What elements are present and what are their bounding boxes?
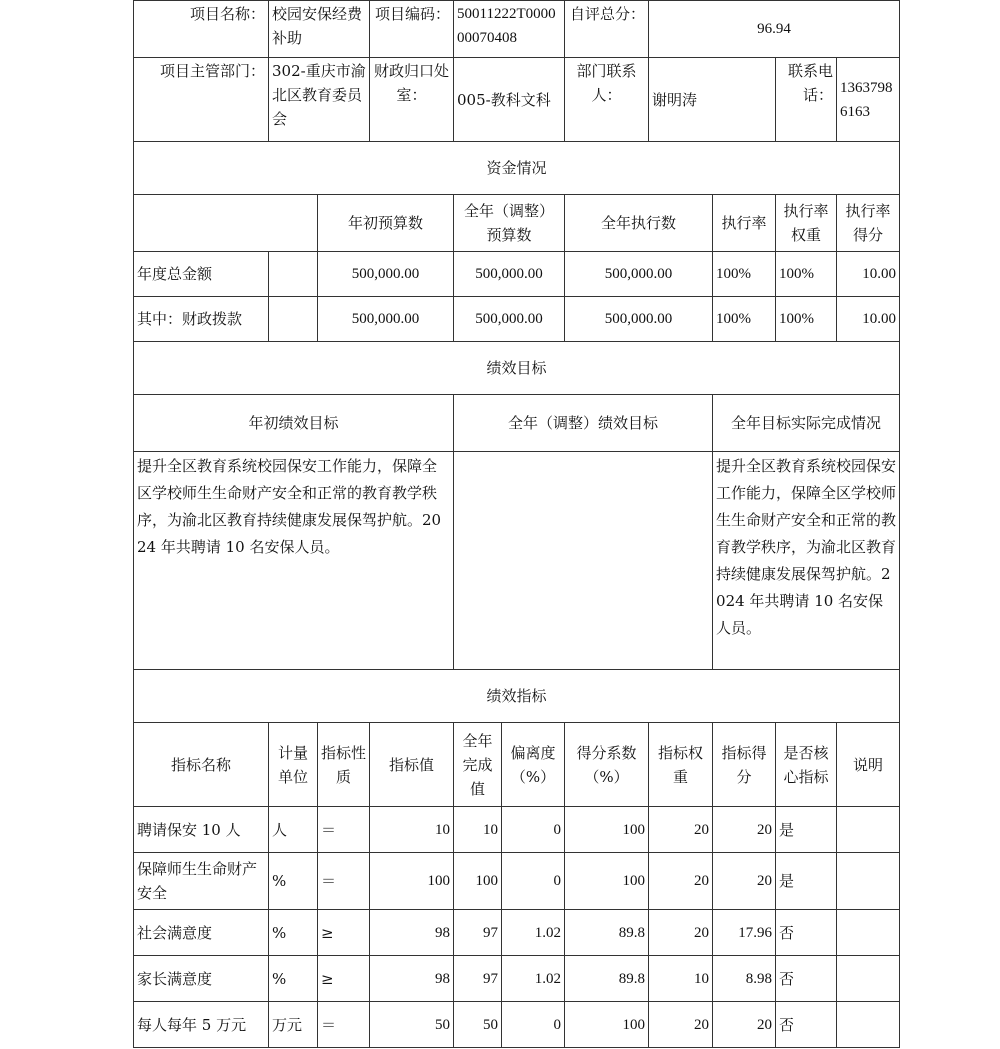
ind-header-weight: 指标权重: [649, 723, 713, 807]
ind-nature: ≥: [318, 910, 370, 956]
ind-coef: 100: [565, 853, 649, 910]
finance-label: 财政归口处室：: [370, 58, 454, 142]
ind-header-name: 指标名称: [134, 723, 269, 807]
contact-label: 部门联系人：: [565, 58, 649, 142]
goals-section-title: 绩效目标: [134, 342, 900, 395]
ind-header-note: 说明: [837, 723, 900, 807]
ind-actual: 50: [454, 1002, 502, 1048]
funds-section-title: 资金情况: [134, 142, 900, 195]
phone-label: 联系电话：: [776, 58, 837, 142]
ind-unit: 万元: [269, 1002, 318, 1048]
ind-weight: 20: [649, 1002, 713, 1048]
ind-deviation: 1.02: [502, 956, 565, 1002]
ind-actual: 97: [454, 956, 502, 1002]
ind-header-core: 是否核心指标: [776, 723, 837, 807]
funds-row: [134, 297, 900, 342]
ind-score: 17.96: [713, 910, 776, 956]
funds-header-weight: 执行率权重: [776, 195, 837, 252]
ind-actual: 100: [454, 853, 502, 910]
dept-label: 项目主管部门：: [134, 58, 269, 142]
funds-row-score: 10.00: [837, 252, 900, 297]
funds-row-budget: 500,000.00: [318, 252, 454, 297]
ind-note: [837, 853, 900, 910]
ind-weight: 20: [649, 807, 713, 853]
goals-header-adjusted: 全年（调整）绩效目标: [454, 395, 713, 452]
table-row: [134, 853, 900, 910]
ind-name: 家长满意度: [134, 956, 269, 1002]
project-code-value: 50011222T000000070408: [454, 1, 565, 58]
project-code-label: 项目编码：: [370, 1, 454, 58]
ind-name: 保障师生生命财产安全: [134, 853, 269, 910]
goals-adjusted-text: [454, 452, 713, 670]
funds-header-blank: [134, 195, 318, 252]
ind-deviation: 1.02: [502, 910, 565, 956]
ind-unit: %: [269, 853, 318, 910]
ind-nature: ＝: [318, 1002, 370, 1048]
funds-row: [134, 252, 900, 297]
ind-header-nature: 指标性质: [318, 723, 370, 807]
goals-initial-text: 提升全区教育系统校园保安工作能力，保障全区学校师生生命财产安全和正常的教育教学秩序，为渝北区教育持续健康发展保驾护航。2024 年共聘请 10 名安保人员。: [134, 452, 454, 670]
indicators-section-title: 绩效指标: [134, 670, 900, 723]
funds-row-label: 其中：财政拨款: [134, 297, 269, 342]
ind-header-score: 指标得分: [713, 723, 776, 807]
dept-value: 302-重庆市渝北区教育委员会: [269, 58, 370, 142]
table-row: [134, 807, 900, 853]
goals-header-initial: 年初绩效目标: [134, 395, 454, 452]
ind-coef: 100: [565, 807, 649, 853]
ind-header-coef: 得分系数（%）: [565, 723, 649, 807]
funds-header-score: 执行率得分: [837, 195, 900, 252]
ind-nature: ＝: [318, 853, 370, 910]
ind-coef: 89.8: [565, 910, 649, 956]
ind-target: 50: [370, 1002, 454, 1048]
ind-actual: 10: [454, 807, 502, 853]
funds-header-budget: 年初预算数: [318, 195, 454, 252]
ind-note: [837, 910, 900, 956]
ind-coef: 89.8: [565, 956, 649, 1002]
ind-deviation: 0: [502, 853, 565, 910]
funds-row-rate: 100%: [713, 297, 776, 342]
ind-deviation: 0: [502, 1002, 565, 1048]
ind-score: 20: [713, 853, 776, 910]
funds-row-budget: 500,000.00: [318, 297, 454, 342]
ind-unit: 人: [269, 807, 318, 853]
funds-row-blank: [269, 297, 318, 342]
self-score-label: 自评总分：: [565, 1, 649, 58]
ind-unit: %: [269, 956, 318, 1002]
ind-weight: 10: [649, 956, 713, 1002]
funds-row-score: 10.00: [837, 297, 900, 342]
ind-note: [837, 1002, 900, 1048]
ind-name: 社会满意度: [134, 910, 269, 956]
project-name-label: 项目名称：: [134, 1, 269, 58]
ind-core: 是: [776, 853, 837, 910]
funds-row-blank: [269, 252, 318, 297]
funds-row-rate: 100%: [713, 252, 776, 297]
ind-note: [837, 956, 900, 1002]
finance-value: 005-教科文科: [454, 58, 565, 142]
ind-note: [837, 807, 900, 853]
self-score-value: 96.94: [649, 1, 900, 58]
ind-core: 否: [776, 910, 837, 956]
table-row: [134, 910, 900, 956]
ind-actual: 97: [454, 910, 502, 956]
ind-header-target: 指标值: [370, 723, 454, 807]
project-name-value: 校园安保经费补助: [269, 1, 370, 58]
ind-header-actual: 全年完成值: [454, 723, 502, 807]
ind-weight: 20: [649, 853, 713, 910]
funds-row-adjusted: 500,000.00: [454, 252, 565, 297]
ind-score: 20: [713, 807, 776, 853]
ind-target: 100: [370, 853, 454, 910]
ind-score: 8.98: [713, 956, 776, 1002]
ind-core: 否: [776, 956, 837, 1002]
table-row: [134, 956, 900, 1002]
ind-header-deviation: 偏离度（%）: [502, 723, 565, 807]
funds-row-executed: 500,000.00: [565, 297, 713, 342]
funds-header-adjusted: 全年（调整）预算数: [454, 195, 565, 252]
performance-evaluation-table: [133, 0, 900, 1048]
ind-core: 否: [776, 1002, 837, 1048]
ind-deviation: 0: [502, 807, 565, 853]
funds-row-weight: 100%: [776, 252, 837, 297]
ind-target: 98: [370, 956, 454, 1002]
ind-weight: 20: [649, 910, 713, 956]
goals-header-actual: 全年目标实际完成情况: [713, 395, 900, 452]
funds-row-label: 年度总金额: [134, 252, 269, 297]
ind-core: 是: [776, 807, 837, 853]
table-row: [134, 1002, 900, 1048]
contact-value: 谢明涛: [649, 58, 776, 142]
funds-header-rate: 执行率: [713, 195, 776, 252]
ind-nature: ≥: [318, 956, 370, 1002]
funds-row-adjusted: 500,000.00: [454, 297, 565, 342]
goals-actual-text: 提升全区教育系统校园保安工作能力，保障全区学校师生生命财产安全和正常的教育教学秩序，为渝北区教育持续健康发展保驾护航。2024 年共聘请 10 名安保人员。: [713, 452, 900, 670]
phone-value: 13637986163: [837, 58, 900, 142]
ind-target: 98: [370, 910, 454, 956]
ind-target: 10: [370, 807, 454, 853]
funds-row-weight: 100%: [776, 297, 837, 342]
ind-score: 20: [713, 1002, 776, 1048]
ind-name: 每人每年 5 万元: [134, 1002, 269, 1048]
funds-header-executed: 全年执行数: [565, 195, 713, 252]
ind-coef: 100: [565, 1002, 649, 1048]
ind-nature: ＝: [318, 807, 370, 853]
ind-unit: %: [269, 910, 318, 956]
ind-header-unit: 计量单位: [269, 723, 318, 807]
ind-name: 聘请保安 10 人: [134, 807, 269, 853]
funds-row-executed: 500,000.00: [565, 252, 713, 297]
